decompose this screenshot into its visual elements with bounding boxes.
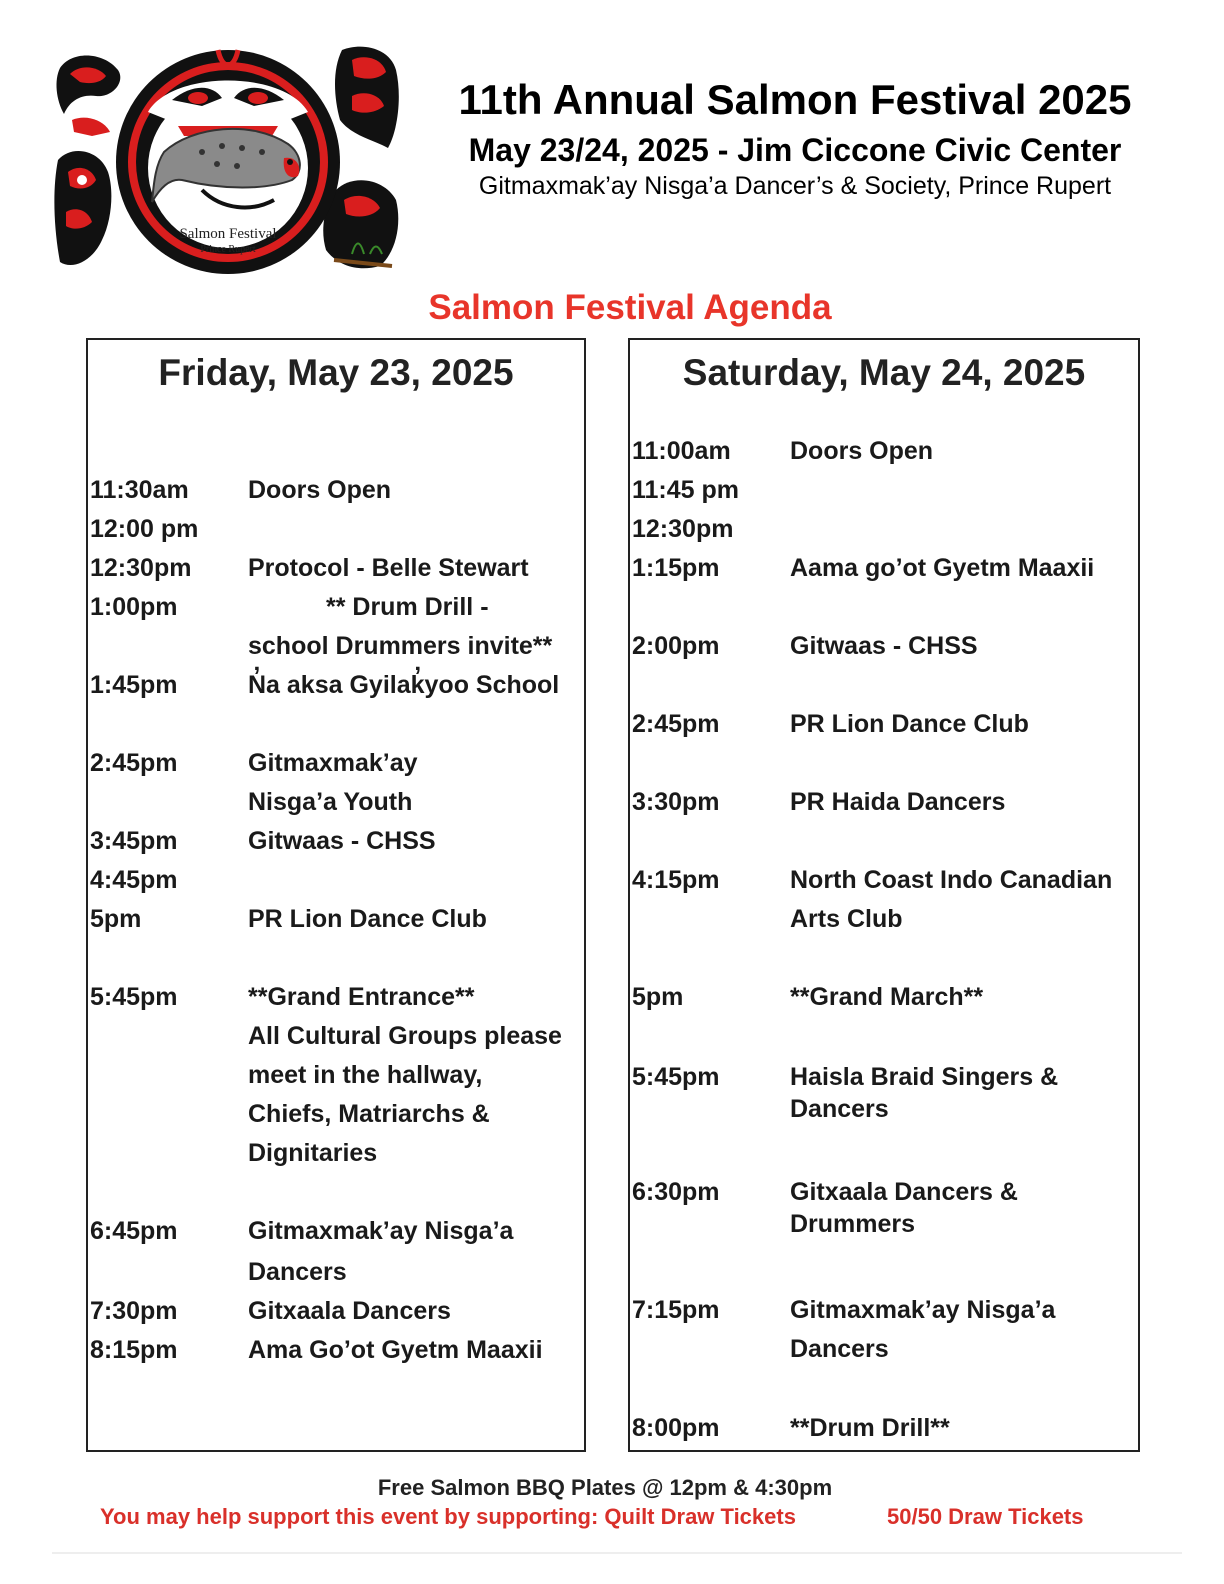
festival-logo xyxy=(52,40,402,280)
agenda-event: Nisga’a Youth xyxy=(248,788,413,816)
agenda-event: Dancers xyxy=(248,1258,347,1286)
friday-heading: Friday, May 23, 2025 xyxy=(158,352,514,393)
agenda-time: 7:15pm xyxy=(632,1296,720,1324)
agenda-event: Drummers xyxy=(790,1210,916,1238)
fifty-fifty-text: 50/50 Draw Tickets xyxy=(887,1504,1084,1529)
agenda-time: 4:45pm xyxy=(90,866,178,894)
agenda-time: 2:45pm xyxy=(632,710,720,738)
agenda-event: Dancers xyxy=(790,1095,889,1123)
agenda-event: North Coast Indo Canadian xyxy=(790,866,1113,894)
agenda-time: 6:45pm xyxy=(90,1217,178,1245)
agenda-event: N̓a aksa Gyilak̓yoo School xyxy=(248,671,560,699)
agenda-event: school Drummers invite** xyxy=(248,632,553,660)
agenda-event: Doors Open xyxy=(790,437,934,465)
agenda-time: 11:00am xyxy=(632,437,731,465)
festival-title: 11th Annual Salmon Festival 2025 xyxy=(458,76,1132,123)
agenda-time: 11:45 pm xyxy=(632,476,740,504)
friday-schedule xyxy=(86,338,586,1452)
logo-subtext: Prince Rupert xyxy=(200,244,256,255)
agenda-event: **Grand March** xyxy=(790,983,984,1011)
raven-formline-icon xyxy=(57,55,121,136)
agenda-event: Chiefs, Matriarchs & xyxy=(248,1100,490,1128)
agenda-time: 2:00pm xyxy=(632,632,720,660)
agenda-event: Gitxaala Dancers & xyxy=(790,1178,1018,1206)
eagle-formline-icon xyxy=(54,151,111,265)
bear-formline-icon xyxy=(335,47,399,148)
agenda-event: Gitwaas - CHSS xyxy=(248,827,436,855)
support-text: You may help support this event by supporting: Quilt Draw Tickets xyxy=(100,1504,796,1529)
agenda-event: Gitwaas - CHSS xyxy=(790,632,978,660)
agenda-time: 12:30pm xyxy=(632,515,734,543)
agenda-event: PR Haida Dancers xyxy=(790,788,1006,816)
agenda-time: 1:45pm xyxy=(90,671,178,699)
agenda-time: 7:30pm xyxy=(90,1297,178,1325)
agenda-event: Dignitaries xyxy=(248,1139,378,1167)
festival-host: Gitmaxmak’ay Nisga’a Dancer’s & Society, Prince Rupert xyxy=(478,172,1112,200)
logo-text: Salmon Festival xyxy=(179,226,277,242)
agenda-time: 5pm xyxy=(90,905,142,933)
agenda-event: Gitmaxmak’ay xyxy=(248,749,418,777)
agenda-time: 5:45pm xyxy=(632,1063,720,1091)
agenda-time: 8:00pm xyxy=(632,1414,720,1442)
agenda-event: **Drum Drill** xyxy=(790,1414,950,1442)
bbq-note: Free Salmon BBQ Plates @ 12pm & 4:30pm xyxy=(377,1475,833,1500)
agenda-time: 2:45pm xyxy=(90,749,178,777)
agenda-time: 5pm xyxy=(632,983,684,1011)
saturday-schedule xyxy=(628,338,1140,1452)
agenda-time: 8:15pm xyxy=(90,1336,178,1364)
agenda-time: 1:15pm xyxy=(632,554,720,582)
agenda-event: Protocol - Belle Stewart xyxy=(248,554,529,582)
agenda-time: 5:45pm xyxy=(90,983,178,1011)
agenda-time: 3:45pm xyxy=(90,827,178,855)
support-note xyxy=(100,1504,1084,1530)
agenda-event: Arts Club xyxy=(790,905,903,933)
agenda-event: PR Lion Dance Club xyxy=(248,905,487,933)
agenda-event: All Cultural Groups please xyxy=(248,1022,562,1050)
agenda-event: Doors Open xyxy=(248,476,392,504)
agenda-event: Dancers xyxy=(790,1335,889,1363)
agenda-time: 12:30pm xyxy=(90,554,192,582)
agenda-event: Gitmaxmak’ay Nisga’a xyxy=(248,1217,514,1245)
agenda-time: 12:00 pm xyxy=(90,515,199,543)
agenda-event: Haisla Braid Singers & xyxy=(790,1063,1059,1091)
saturday-heading: Saturday, May 24, 2025 xyxy=(682,352,1086,393)
agenda-time: 3:30pm xyxy=(632,788,720,816)
agenda-time: 11:30am xyxy=(90,476,189,504)
agenda-event: Gitxaala Dancers xyxy=(248,1297,451,1325)
agenda-event: ** Drum Drill - xyxy=(326,593,489,621)
festival-subtitle: May 23/24, 2025 - Jim Ciccone Civic Center xyxy=(468,132,1122,168)
agenda-event: PR Lion Dance Club xyxy=(790,710,1029,738)
divider xyxy=(52,1552,1182,1554)
agenda-time: 6:30pm xyxy=(632,1178,720,1206)
agenda-title: Salmon Festival Agenda xyxy=(428,288,832,327)
agenda-event: Aama go’ot Gyetm Maaxii xyxy=(790,554,1095,582)
agenda-event: **Grand Entrance** xyxy=(248,983,475,1011)
agenda-event: Ama Go’ot Gyetm Maaxii xyxy=(248,1336,543,1364)
agenda-time: 1:00pm xyxy=(90,593,178,621)
agenda-event: meet in the hallway, xyxy=(248,1061,483,1089)
agenda-event: Gitmaxmak’ay Nisga’a xyxy=(790,1296,1056,1324)
agenda-time: 4:15pm xyxy=(632,866,720,894)
